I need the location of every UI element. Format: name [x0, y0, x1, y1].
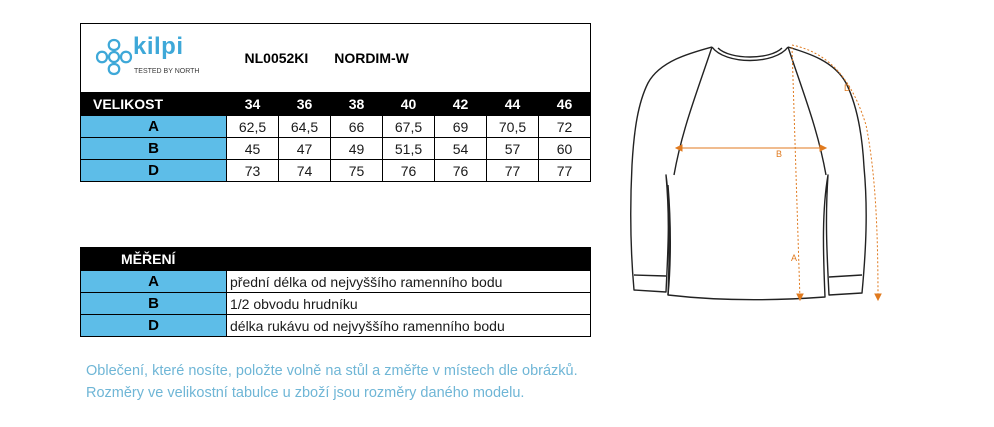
brand-tagline: TESTED BY NORTH	[134, 68, 200, 75]
table-cell: 51,5	[383, 138, 435, 160]
brand-name: kilpi	[133, 33, 184, 60]
arrow-icon	[875, 294, 881, 300]
table-row	[81, 160, 591, 182]
measurements-header: MĚŘENÍ	[81, 248, 591, 271]
dimension-d-label: D	[844, 83, 851, 93]
size-table	[80, 23, 591, 182]
table-row	[81, 315, 591, 337]
size-header: 42	[435, 93, 487, 116]
product-name: NORDIM-W	[334, 50, 409, 66]
table-cell: 47	[279, 138, 331, 160]
table-cell: 73	[227, 160, 279, 182]
table-cell: 66	[331, 116, 383, 138]
table-cell: 69	[435, 116, 487, 138]
table-cell: 76	[435, 160, 487, 182]
size-header-label: VELIKOST	[81, 93, 227, 116]
size-header-row	[81, 93, 591, 116]
measurement-description: přední délka od nejvyššího ramenního bodu	[227, 271, 591, 293]
note-line: Rozměry ve velikostní tabulce u zboží jsou rozměry daného modelu.	[86, 385, 525, 401]
measurement-description: délka rukávu od nejvyššího ramenního bodu	[227, 315, 591, 337]
table-cell: 74	[279, 160, 331, 182]
size-header: 36	[279, 93, 331, 116]
note-line: Oblečení, které nosíte, položte volně na stůl a změřte v místech dle obrázků.	[86, 363, 578, 379]
dimension-a-label: A	[791, 253, 798, 263]
product-code: NL0052KI	[244, 50, 309, 66]
table-row	[81, 138, 591, 160]
table-cell: 62,5	[227, 116, 279, 138]
row-label: D	[81, 315, 227, 337]
arrow-icon	[820, 145, 826, 151]
measurement-description: 1/2 obvodu hrudníku	[227, 293, 591, 315]
row-label: A	[81, 271, 227, 293]
table-cell: 76	[383, 160, 435, 182]
product-title	[227, 24, 591, 93]
table-cell: 49	[331, 138, 383, 160]
size-header: 46	[539, 93, 591, 116]
table-cell: 54	[435, 138, 487, 160]
table-cell: 64,5	[279, 116, 331, 138]
row-label: A	[81, 116, 227, 138]
table-cell: 57	[487, 138, 539, 160]
kilpi-logo-icon	[93, 36, 135, 78]
table-cell: 67,5	[383, 116, 435, 138]
dimension-b-label: B	[776, 149, 783, 159]
table-header-block	[81, 24, 591, 93]
table-row	[81, 116, 591, 138]
row-label: B	[81, 138, 227, 160]
table-cell: 75	[331, 160, 383, 182]
table-cell: 70,5	[487, 116, 539, 138]
table-row	[81, 293, 591, 315]
size-header: 34	[227, 93, 279, 116]
table-cell: 45	[227, 138, 279, 160]
table-row	[81, 271, 591, 293]
shirt-outline-icon	[631, 47, 866, 300]
row-label: B	[81, 293, 227, 315]
table-cell: 77	[487, 160, 539, 182]
size-header: 38	[331, 93, 383, 116]
table-cell: 72	[539, 116, 591, 138]
measurements-table	[80, 247, 591, 337]
measuring-notes	[86, 360, 578, 404]
brand-logo-cell	[81, 24, 227, 93]
row-label: D	[81, 160, 227, 182]
table-cell: 77	[539, 160, 591, 182]
size-header: 40	[383, 93, 435, 116]
shirt-measurement-diagram	[620, 35, 890, 310]
table-cell: 60	[539, 138, 591, 160]
measurements-header-row	[81, 248, 591, 271]
size-header: 44	[487, 93, 539, 116]
